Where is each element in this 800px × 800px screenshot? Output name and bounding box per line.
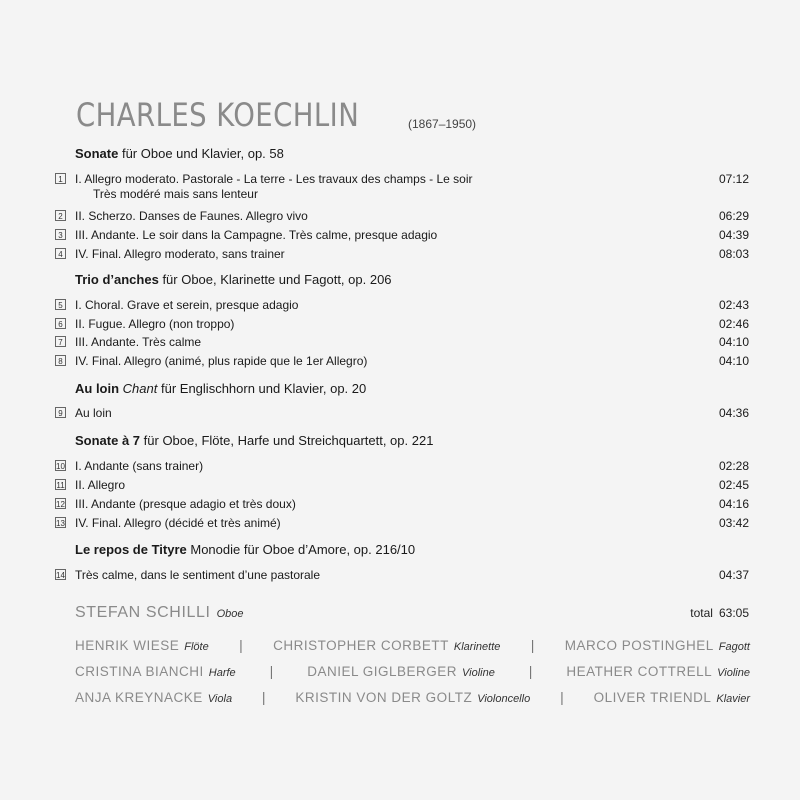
work-description: für Oboe, Flöte, Harfe und Streichquartett, op. 221 — [143, 433, 434, 448]
work-name: Sonate — [75, 146, 119, 161]
track-number-box: 12 — [56, 500, 65, 509]
work-title — [75, 146, 284, 161]
total-duration — [690, 606, 749, 620]
track-title: IV. Final. Allegro moderato, sans trainer — [75, 247, 285, 261]
track-duration: 04:37 — [718, 568, 749, 582]
member-instrument: Klavier — [716, 693, 750, 705]
track-number-box: 7 — [55, 336, 66, 347]
ensemble-line — [75, 663, 750, 681]
separator: | — [528, 663, 533, 679]
work-description: für Englischhorn und Klavier, op. 20 — [161, 381, 367, 396]
total-value: 63:05 — [718, 606, 749, 620]
member-name: CHRISTOPHER CORBETT — [273, 638, 449, 653]
ensemble-member — [75, 663, 236, 681]
track-title-continued: Très modéré mais sans lenteur — [93, 187, 258, 201]
track-duration: 04:10 — [718, 354, 749, 368]
track-duration: 04:10 — [718, 335, 749, 349]
composer-heading — [76, 96, 477, 134]
track-title: Au loin — [75, 406, 112, 420]
track-title: III. Andante. Très calme — [75, 335, 202, 349]
track-duration: 02:28 — [718, 459, 749, 473]
member-name: DANIEL GIGLBERGER — [307, 664, 457, 679]
track-duration: 02:46 — [718, 317, 749, 331]
ensemble-member — [566, 663, 750, 681]
separator: | — [269, 663, 274, 679]
member-name: KRISTIN VON DER GOLTZ — [295, 690, 473, 705]
track-title: I. Allegro moderato. Pastorale - La terre - Les travaux des champs - Le soir — [75, 172, 473, 186]
member-name: HENRIK WIESE — [75, 638, 180, 653]
ensemble-line — [75, 637, 750, 655]
track-number-box: 9 — [55, 407, 66, 418]
track-duration: 08:03 — [718, 247, 749, 261]
member-name: HEATHER COTTRELL — [566, 664, 713, 679]
ensemble-member — [75, 689, 232, 707]
soloist-instrument: Oboe — [216, 608, 244, 620]
ensemble-member — [273, 637, 500, 655]
work-name: Sonate à 7 — [75, 433, 141, 448]
member-name: CRISTINA BIANCHI — [75, 664, 204, 679]
work-description: für Oboe und Klavier, op. 58 — [121, 146, 284, 161]
member-instrument: Violoncello — [477, 693, 531, 705]
track-number-box: 3 — [55, 229, 66, 240]
total-label: total — [690, 606, 713, 620]
track-number-box: 6 — [55, 318, 66, 329]
track-number-box: 8 — [55, 355, 66, 366]
separator: | — [530, 637, 535, 653]
member-instrument: Harfe — [208, 667, 236, 679]
ensemble-member — [565, 637, 750, 655]
track-number-box: 13 — [56, 519, 65, 528]
ensemble-line — [75, 689, 750, 707]
track-title: III. Andante (presque adagio et très doux) — [75, 497, 296, 511]
separator: | — [261, 689, 266, 705]
member-instrument: Klarinette — [453, 641, 501, 653]
track-duration: 04:36 — [718, 406, 749, 420]
track-duration: 04:39 — [718, 228, 749, 242]
member-name: MARCO POSTINGHEL — [564, 638, 714, 653]
work-name: Trio d’anches — [75, 272, 159, 287]
track-number-box: 5 — [55, 299, 66, 310]
member-name: OLIVER TRIENDL — [593, 690, 712, 705]
track-duration: 06:29 — [718, 209, 749, 223]
track-title: II. Scherzo. Danses de Faunes. Allegro vivo — [75, 209, 308, 223]
separator: | — [239, 637, 243, 653]
ensemble-member — [75, 637, 209, 655]
member-instrument: Violine — [717, 667, 750, 679]
work-title — [75, 433, 433, 448]
work-description: Monodie für Oboe d’Amore, op. 216/10 — [190, 542, 416, 557]
separator: | — [560, 689, 564, 705]
composer-name: CHARLES KOECHLIN — [76, 96, 360, 134]
work-title — [75, 272, 392, 287]
member-instrument: Violine — [462, 667, 495, 679]
track-title: IV. Final. Allegro (décidé et très animé) — [75, 516, 281, 530]
track-title: II. Fugue. Allegro (non troppo) — [75, 317, 235, 331]
track-title: IV. Final. Allegro (animé, plus rapide que le 1er Allegro) — [75, 354, 368, 368]
track-duration: 03:42 — [718, 516, 749, 530]
track-title: I. Choral. Grave et serein, presque adagio — [75, 298, 299, 312]
ensemble-member — [594, 689, 750, 707]
soloist-name: STEFAN SCHILLI — [75, 604, 211, 621]
work-name: Au loin — [75, 381, 120, 396]
track-title: Très calme, dans le sentiment d’une pastorale — [75, 568, 321, 582]
track-title: III. Andante. Le soir dans la Campagne. Très calme, presque adagio — [75, 228, 438, 242]
track-number-box: 10 — [56, 462, 65, 471]
member-instrument: Flöte — [184, 641, 209, 653]
track-number-box: 1 — [55, 173, 66, 184]
track-number-box: 4 — [55, 248, 66, 259]
work-name: Le repos de Tityre — [75, 542, 187, 557]
track-number-box: 11 — [56, 481, 65, 490]
track-title: II. Allegro — [75, 478, 126, 492]
composer-dates: (1867–1950) — [408, 117, 477, 131]
ensemble-member — [295, 689, 530, 707]
work-description: für Oboe, Klarinette und Fagott, op. 206 — [162, 272, 392, 287]
ensemble-member — [307, 663, 495, 681]
work-title — [75, 542, 415, 557]
member-name: ANJA KREYNACKE — [75, 690, 203, 705]
track-duration: 02:43 — [718, 298, 749, 312]
work-subtitle: Chant — [122, 381, 158, 396]
track-number-box: 2 — [55, 210, 66, 221]
member-instrument: Fagott — [718, 641, 750, 653]
work-title — [75, 381, 366, 396]
track-title: I. Andante (sans trainer) — [75, 459, 204, 473]
track-number-box: 14 — [56, 571, 65, 580]
track-duration: 04:16 — [718, 497, 749, 511]
soloist — [75, 604, 243, 622]
member-instrument: Viola — [207, 693, 233, 705]
track-duration: 02:45 — [718, 478, 749, 492]
track-duration: 07:12 — [718, 172, 749, 186]
